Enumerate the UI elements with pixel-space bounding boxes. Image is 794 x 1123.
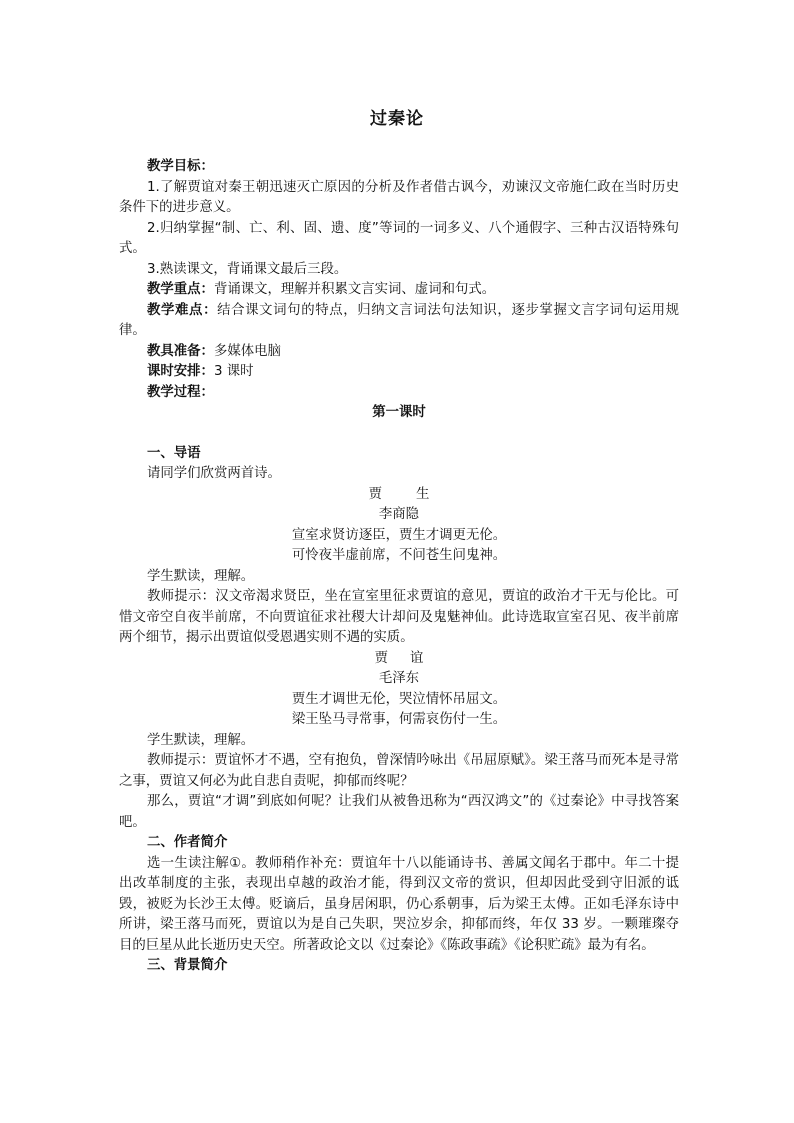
poem-1-line-1: 宣室求贤访逐臣，贾生才调更无伦。	[291, 527, 507, 543]
poem-1-title	[119, 485, 679, 506]
key-point-label: 教学重点：	[147, 282, 214, 297]
key-point-text: 背诵课文，理解并积累文言实词、虚词和句式。	[213, 282, 496, 297]
tools	[119, 342, 679, 363]
poem-2-line-1: 贾生才调世无伦，哭泣情怀吊屈文。	[291, 691, 507, 707]
objectives-heading: 教学目标：	[147, 159, 214, 174]
author-intro-text: 选一生读注解①。教师稍作补充：贾谊年十八以能诵诗书、善属文闻名于郡中。年二十提出改革制度的主张，表现出卓越的政治才能，得到汉文帝的赏识，但却因此受到守旧派的诋毁，被贬为长沙王太傅。贬谪后，虽身居闲职，仍心系朝事，后为梁王太傅。正如毛泽东诗中所讲，梁王落马而死，贾谊以为是自己失职，哭泣岁余，抑郁而终，年仅 33 岁。一颗璀璨夺目的巨星从此长逝历史天空。所著政论文以《过秦论》《陈政事疏》《论积贮疏》最为有名。	[119, 855, 679, 953]
poem-1-title-a: 贾	[368, 486, 382, 502]
poem-2-title-a: 贾	[374, 650, 388, 666]
poem-2-title	[119, 649, 679, 670]
poem-1-author: 李商隐	[378, 507, 420, 522]
schedule-label: 课时安排：	[147, 364, 214, 379]
objective-item-2: 2.归纳掌握“制、亡、利、固、遗、度”等词的一词多义、八个通假字、三种古汉语特殊句式。	[119, 220, 679, 256]
poem-1-line-2: 可怜夜半虚前席，不问苍生问鬼神。	[291, 548, 507, 563]
poem-1	[119, 485, 679, 567]
schedule-text: 3 课时	[213, 364, 254, 379]
section3-heading: 三、背景简介	[147, 958, 228, 973]
teacher-hint-1: 教师提示：汉文帝渴求贤臣，坐在宣室里征求贾谊的意见，贾谊的政治才干无与伦比。可惜文帝空自夜半前席，不向贾谊征求社稷大计却问及鬼魅神仙。此诗选取宣室召见、夜半前席两个细节，揭示出贾谊似受恩遇实则不遇的实质。	[119, 589, 679, 645]
tools-text: 多媒体电脑	[213, 343, 281, 359]
lesson-heading: 第一课时	[372, 405, 426, 420]
section1-heading: 一、导语	[147, 445, 201, 461]
objective-item-1: 1.了解贾谊对秦王朝迅速灭亡原因的分析及作者借古讽今，劝谏汉文帝施仁政在当时历史条件下的进步意义。	[119, 179, 679, 215]
spacer	[119, 424, 679, 444]
read-note-1: 学生默读，理解。	[147, 568, 255, 584]
section1-intro: 请同学们欣赏两首诗。	[147, 466, 281, 481]
difficulty-label: 教学难点：	[147, 302, 218, 318]
key-point	[119, 280, 679, 301]
objective-item-3: 3.熟读课文，背诵课文最后三段。	[147, 261, 348, 277]
read-note-2: 学生默读，理解。	[147, 732, 255, 748]
document-body	[119, 157, 679, 977]
tools-label: 教具准备：	[147, 343, 214, 359]
poem-2-title-b: 谊	[410, 650, 424, 666]
poem-2-line-2: 梁王坠马寻常事，何需哀伤付一生。	[291, 712, 507, 727]
poem-2	[119, 649, 679, 731]
section2-heading: 二、作者简介	[147, 835, 228, 850]
difficulty-text: 结合课文词句的特点，归纳文言词法句法知识，逐步掌握文言字词句运用规律。	[119, 302, 680, 338]
lead-question: 那么，贾谊“才调”到底如何呢？让我们从被鲁迅称为“西汉鸿文”的《过秦论》中寻找答案吧。	[119, 794, 679, 830]
page-title: 过秦论	[370, 109, 424, 129]
poem-1-title-b: 生	[416, 486, 430, 502]
poem-2-author: 毛泽东	[378, 671, 420, 686]
schedule	[119, 362, 679, 383]
teacher-hint-2: 教师提示：贾谊怀才不遇，空有抱负，曾深情吟咏出《吊屈原赋》。梁王落马而死本是寻常之事，贾谊又何必为此自悲自责呢，抑郁而终呢？	[119, 753, 679, 789]
difficulty	[119, 301, 679, 342]
process-heading: 教学过程：	[147, 384, 214, 400]
